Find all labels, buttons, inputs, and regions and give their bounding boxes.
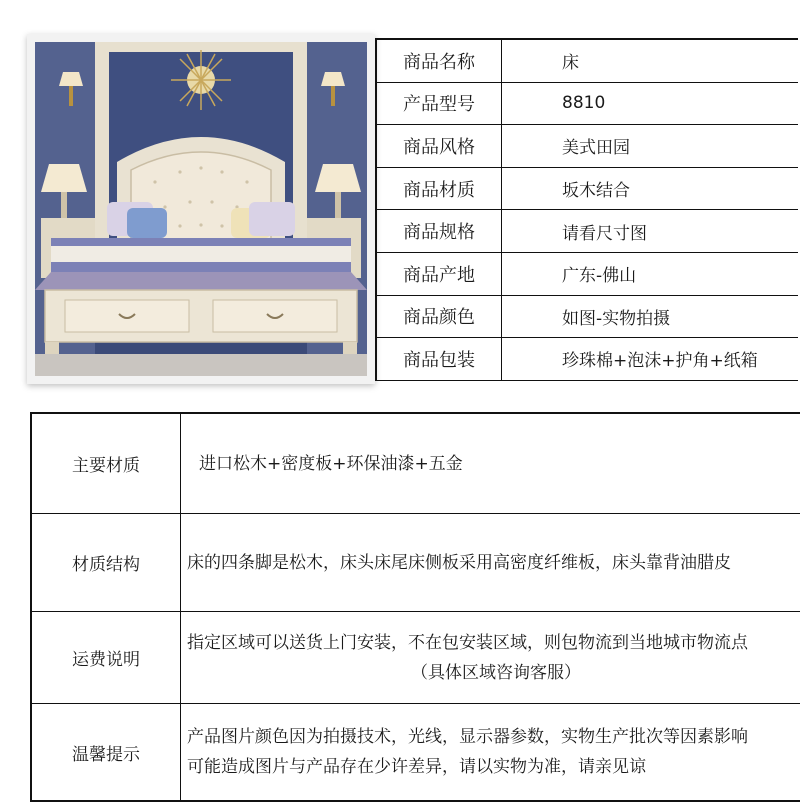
spec-value: 坂木结合 xyxy=(562,181,630,202)
spec-label: 商品产地 xyxy=(377,253,502,295)
spec-label: 商品颜色 xyxy=(377,296,502,338)
detail-line: 进口松木+密度板+环保油漆+五金 xyxy=(199,453,463,474)
spec-row xyxy=(377,253,798,296)
spec-label: 商品风格 xyxy=(377,125,502,167)
spec-label: 产品型号 xyxy=(377,83,502,125)
spec-value: 珍珠棉+泡沫+护角+纸箱 xyxy=(562,351,758,372)
detail-line: 可能造成图片与产品存在少许差异，请以实物为准，请亲见谅 xyxy=(187,757,646,777)
detail-label: 材质结构 xyxy=(32,514,181,611)
spec-value: 如图-实物拍摄 xyxy=(562,308,671,329)
spec-label: 商品包装 xyxy=(377,338,502,380)
detail-label: 运费说明 xyxy=(32,612,181,703)
sunburst-mirror-icon xyxy=(171,50,231,110)
detail-line: （具体区域咨询客服） xyxy=(411,662,581,683)
bed-product-image xyxy=(35,42,367,376)
spec-row xyxy=(377,40,798,83)
spec-value: 美式田园 xyxy=(562,138,630,159)
detail-value xyxy=(181,514,800,611)
spec-value: 8810 xyxy=(562,93,606,114)
detail-value xyxy=(181,612,800,703)
spec-value: 请看尺寸图 xyxy=(562,223,647,244)
spec-row xyxy=(377,338,798,381)
spec-row xyxy=(377,168,798,211)
spec-value: 广东-佛山 xyxy=(562,266,637,287)
detail-label: 主要材质 xyxy=(32,414,181,513)
spec-label: 商品名称 xyxy=(377,40,502,82)
spec-row xyxy=(377,83,798,126)
spec-row xyxy=(377,125,798,168)
spec-label: 商品材质 xyxy=(377,168,502,210)
detail-row xyxy=(32,704,800,800)
detail-label: 温馨提示 xyxy=(32,704,181,800)
spec-row xyxy=(377,210,798,253)
spec-value: 床 xyxy=(562,53,579,74)
detail-line: 指定区域可以送货上门安装，不在包安装区域，则包物流到当地城市物流点 xyxy=(187,632,748,653)
detail-table xyxy=(30,412,800,802)
detail-value xyxy=(181,704,800,800)
spec-row xyxy=(377,296,798,339)
spec-label: 商品规格 xyxy=(377,210,502,252)
detail-line: 产品图片颜色因为拍摄技术，光线，显示器参数，实物生产批次等因素影响 xyxy=(187,727,748,747)
spec-table xyxy=(375,38,798,381)
detail-row xyxy=(32,612,800,704)
detail-line: 床的四条脚是松木，床头床尾床侧板采用高密度纤维板，床头靠背油腊皮 xyxy=(187,552,731,573)
detail-row xyxy=(32,414,800,514)
detail-row xyxy=(32,514,800,612)
detail-value xyxy=(181,414,800,513)
product-photo-frame xyxy=(27,34,375,384)
